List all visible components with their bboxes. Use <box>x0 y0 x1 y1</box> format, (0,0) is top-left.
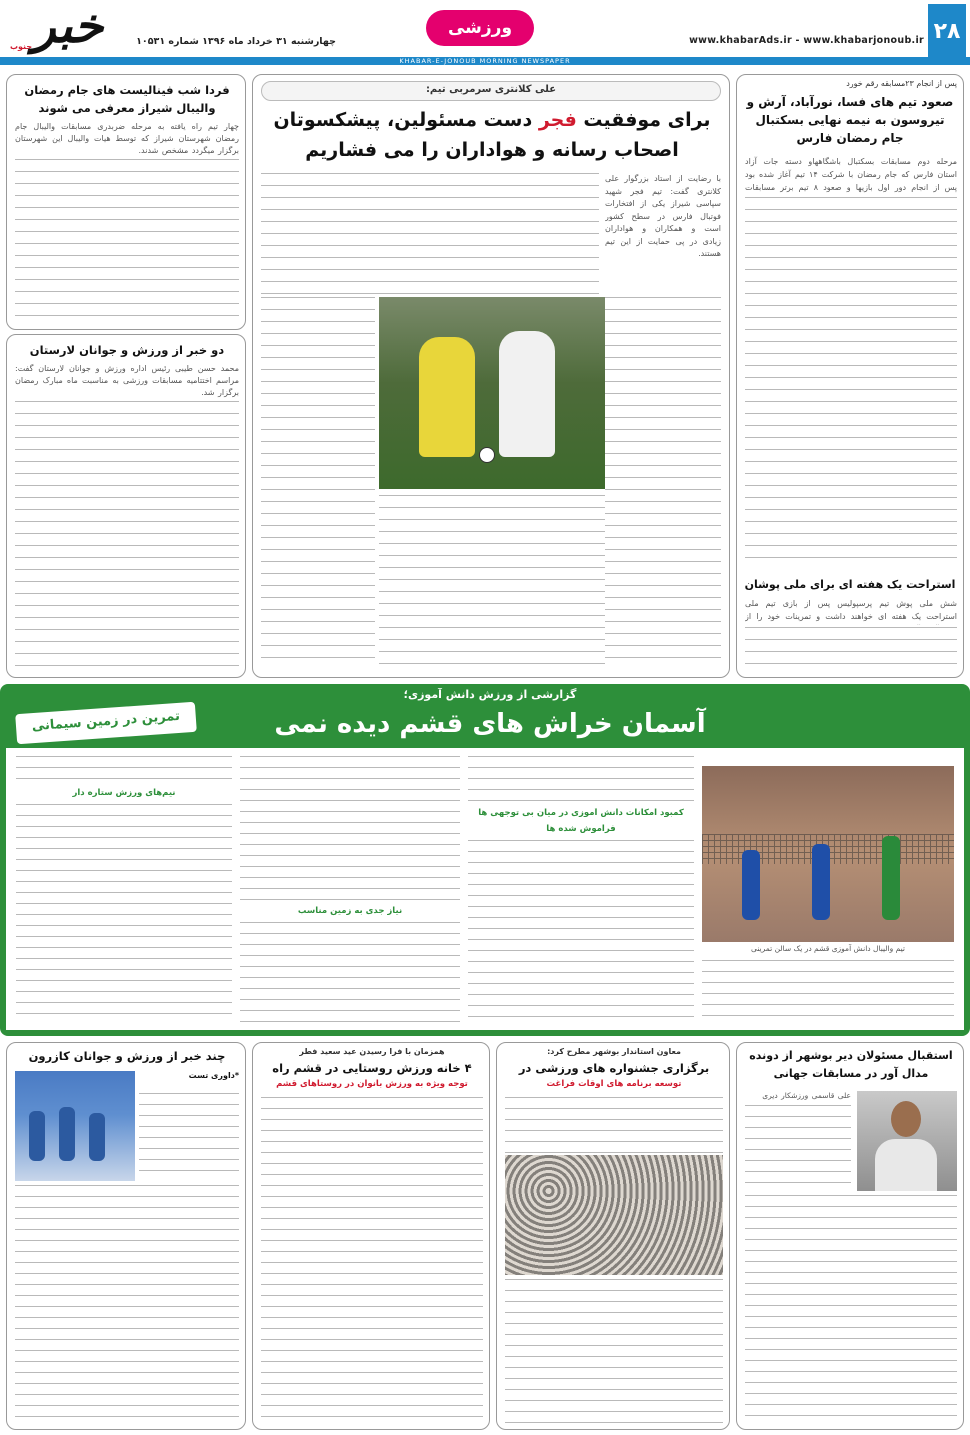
kid-1 <box>29 1111 45 1161</box>
article-kicker: علی کلانتری سرمربی تیم: <box>425 84 557 95</box>
article-body-left <box>261 297 375 667</box>
feature-col-3b <box>240 922 460 1022</box>
article-headline: چند خبر از ورزش و جوانان کازرون <box>28 1049 226 1063</box>
player-2 <box>812 844 830 920</box>
sub-article-body <box>745 627 957 671</box>
article-headline: برگزاری جشنواره های ورزشی در <box>518 1061 710 1075</box>
feature-subhead-3: نیاز جدی به زمین مناسب <box>297 906 403 916</box>
article-body <box>15 1185 239 1423</box>
article-body <box>505 1279 723 1423</box>
feature-col-2-top <box>468 756 694 806</box>
section-label-text: ورزشی <box>447 18 513 38</box>
article-kicker: معاون استاندار بوشهر مطرح کرد: <box>547 1047 681 1056</box>
article-body-side <box>745 1105 851 1191</box>
player-3 <box>882 836 900 920</box>
volleyball-photo <box>702 766 954 942</box>
masthead-strip <box>0 57 970 65</box>
article-subheadline: توسعه برنامه های اوقات فراغت <box>546 1079 682 1089</box>
photo-caption: تیم والیبال دانش آموزی قشم در یک سالن تمرینی <box>751 944 905 953</box>
article-headline: صعود تیم های فسا، نورآباد، آرش و تیروسون به نیمه نهایی بسکتبال جام رمضان فارس <box>746 95 954 145</box>
article-subheadline: توجه ویژه به ورزش بانوان در روستاهای قشم <box>276 1079 468 1089</box>
article-basketball <box>736 74 964 678</box>
article-volleyball <box>6 74 246 330</box>
article-kicker: پس از انجام ۲۳مسابقه رقم خورد <box>846 79 957 88</box>
english-name: KHABAR-E-JONOUB MORNING NEWSPAPER <box>399 57 571 65</box>
crowd-photo <box>505 1155 723 1275</box>
feature-qeshm <box>0 684 970 1036</box>
feature-col-2 <box>468 840 694 1022</box>
masthead <box>0 0 970 66</box>
football-photo <box>379 297 605 489</box>
article-body-side <box>139 1071 239 1181</box>
article-lead: با رضایت از استاد بزرگوار علی کلانتری گفت: تیم فجر شهید سپاسی شیراز یکی از افتخارات فوتبال فارس در سطح کشور است و همکاران و هواداران زیادی در پی حمایت از این تیم هستند. <box>605 174 721 258</box>
article-body <box>15 159 239 323</box>
article-headline <box>265 105 719 169</box>
article-body <box>15 401 239 671</box>
runner-photo <box>857 1091 957 1191</box>
runner-body <box>875 1139 937 1191</box>
sub-article-headline: استراحت یک هفته ای برای ملی پوشان <box>744 578 956 591</box>
logo-text: خبر <box>32 4 104 54</box>
article-bushehr-festival <box>496 1042 730 1430</box>
feature-subhead-1: کمبود امکانات دانش آموزی در میان بی توجهی ها <box>478 808 684 818</box>
article-qeshm-rural <box>252 1042 490 1430</box>
article-headline: استقبال مسئولان دیر بوشهر از دونده مدال آور در مسابقات جهانی <box>749 1049 953 1080</box>
feature-tag-text: تمرین در زمین سیمانی <box>31 708 181 735</box>
kids-photo <box>15 1071 135 1181</box>
kid-2 <box>59 1107 75 1161</box>
kid-3 <box>89 1113 105 1161</box>
article-headline: فردا شب فینالیست های جام رمضان والیبال شیراز معرفی می شوند <box>24 83 230 115</box>
player-yellow <box>419 337 475 457</box>
sub-article-lead: شش ملی پوش تیم پرسپولیس پس از بازی تیم ملی استراحت یک هفته ای خواهند داشت و تمرینات خود را از <box>745 599 957 621</box>
article-kicker-bar <box>261 81 721 101</box>
logo <box>8 4 128 58</box>
article-body <box>261 1097 483 1423</box>
article-headline: ۴ خانه ورزش روستایی در قشم راه <box>272 1061 472 1075</box>
article-lead: مرحله دوم مسابقات بسکتبال باشگاههاو دسته جات آزاد استان فارس که جام رمضان با شرکت ۱۴ تیم آغاز شده بود پس از انجام دور اول بازیها و صعود ۸ تیم برتر مسابقات <box>745 157 957 192</box>
feature-col-4a <box>16 756 232 786</box>
article-body-right <box>605 297 721 667</box>
feature-content <box>6 748 964 1030</box>
article-lead: محمد حسن طیبی رئیس اداره ورزش و جوانان لارستان گفت: مراسم اختتامیه مسابقات ورزشی به مناسبت ماه مبارک رمضان برگزار شد. <box>15 364 239 397</box>
ball-icon <box>479 447 495 463</box>
runner-head <box>891 1101 921 1137</box>
article-body-top <box>505 1097 723 1153</box>
article-bushehr-runner <box>736 1042 964 1430</box>
logo-subtitle: جنوب <box>10 42 33 51</box>
article-larestan <box>6 334 246 678</box>
website-urls[interactable]: www.khabarAds.ir - www.khabarjonoub.ir <box>689 35 924 46</box>
article-headline: دو خبر از ورزش و جوانان لارستان <box>29 343 225 357</box>
feature-subhead-2: فراموش شده ها <box>546 824 616 834</box>
article-body <box>745 197 957 569</box>
feature-col-3 <box>240 756 460 904</box>
article-kicker: همزمان با فرا رسیدن عید سعید فطر <box>299 1047 445 1056</box>
headline-post: دست مسئولین، پیشکسوتان اصحاب رسانه و هواداران را می فشاریم <box>273 109 679 161</box>
feature-kicker: گزارشی از ورزش دانش آموزی؛ <box>403 688 577 701</box>
feature-headline: آسمان خراش های قشم دیده نمی <box>274 709 706 739</box>
player-1 <box>742 850 760 920</box>
article-fajr <box>252 74 730 678</box>
headline-accent: فجر <box>538 109 577 131</box>
photo-caption: علی قاسمی ورزشکار دیری <box>762 1091 851 1100</box>
feature-col-4 <box>16 804 232 1022</box>
section-label <box>426 10 534 46</box>
headline-pre: برای موفقیت <box>576 109 711 131</box>
feature-tag <box>15 702 197 744</box>
article-body <box>745 1195 957 1423</box>
issue-date: چهارشنبه ۳۱ خرداد ماه ۱۳۹۶ شماره ۱۰۵۳۱ <box>136 36 336 47</box>
article-body-lower <box>379 495 605 667</box>
player-white <box>499 331 555 457</box>
feature-col-1 <box>702 960 954 1022</box>
bullet-heading: *داوری تست <box>139 1071 239 1083</box>
article-body-upper <box>261 173 599 295</box>
article-kazerun <box>6 1042 246 1430</box>
page-number: ۲۸ <box>928 4 966 60</box>
article-lead: چهار تیم راه یافته به مرحله ضربدری مسابقات والیبال جام رمضان شهرستان شیراز که توسط هیات والیبال این شهرستان برگزار میگردد مشخص شدند. <box>15 122 239 155</box>
feature-subhead-4: نیم‌های ورزش ستاره دار <box>72 788 176 798</box>
